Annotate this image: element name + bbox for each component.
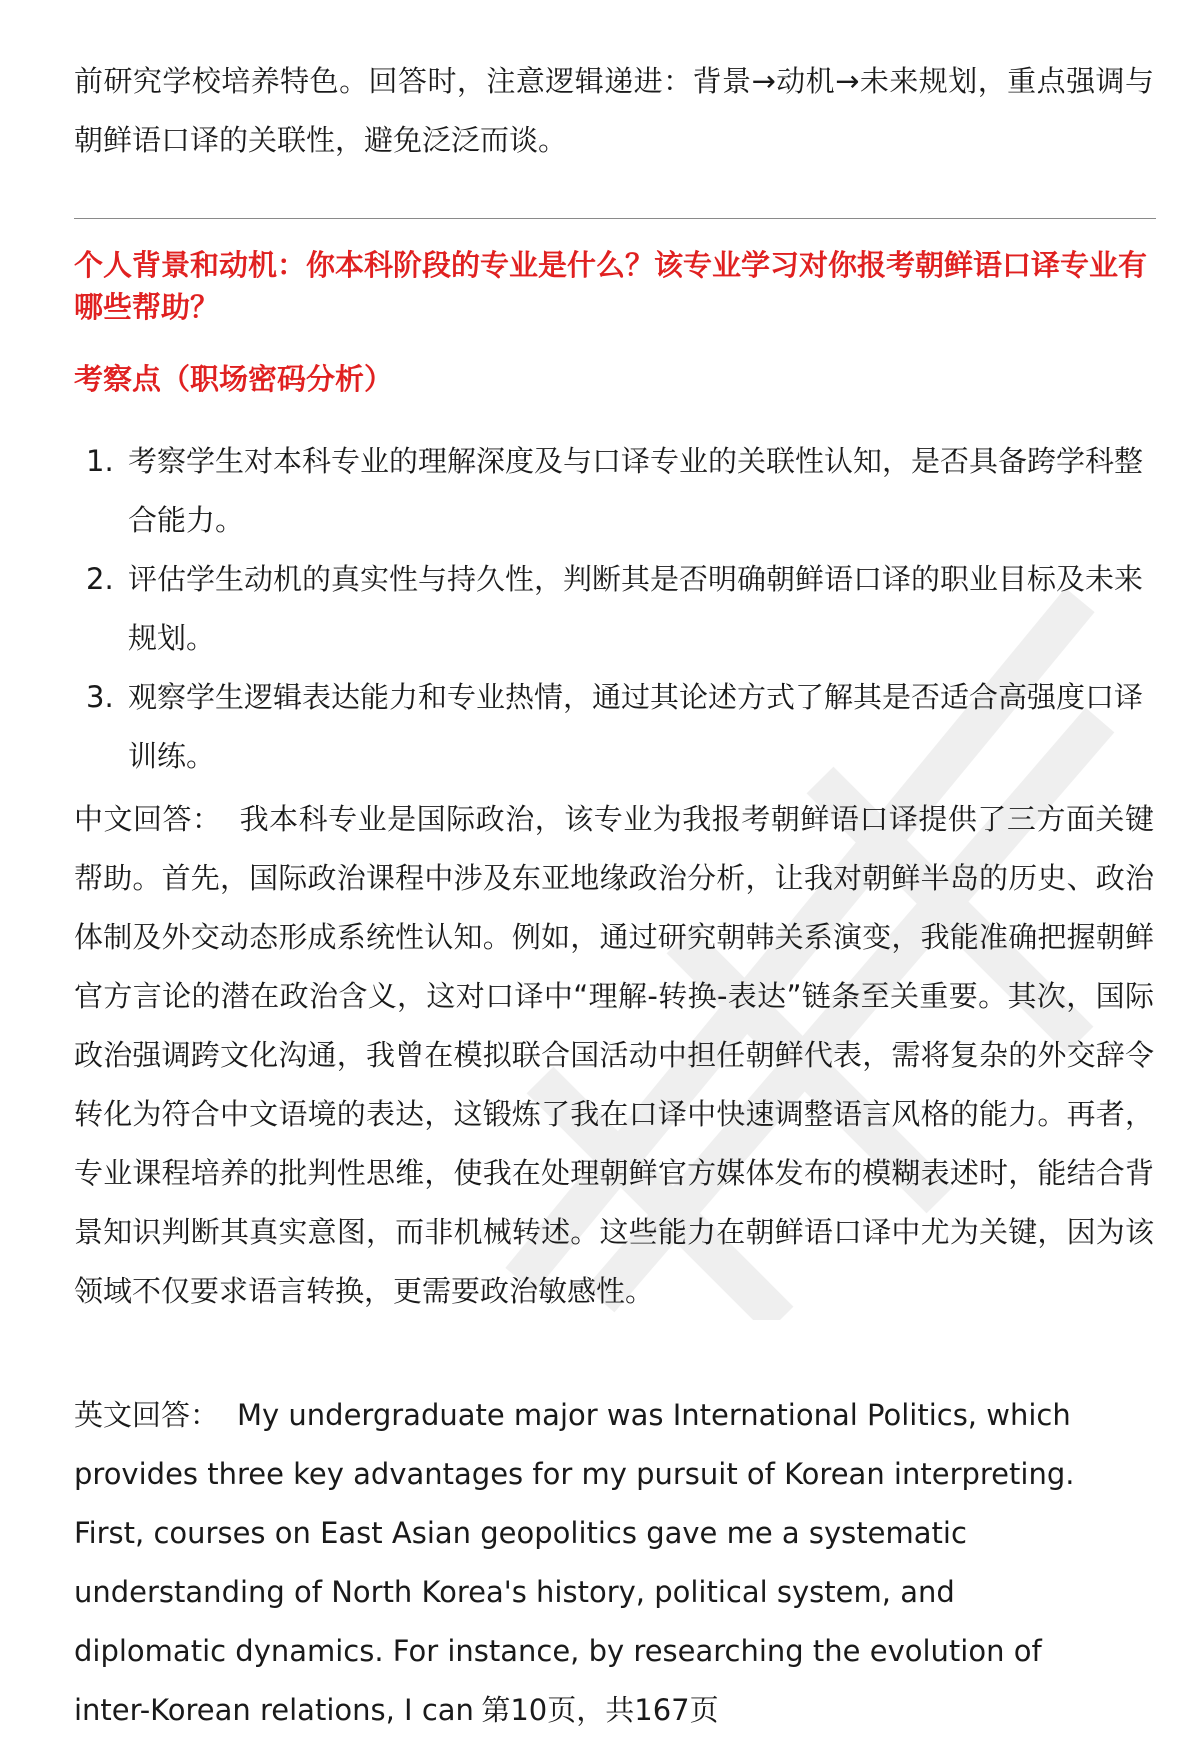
english-answer-label: 英文回答：	[74, 1398, 220, 1432]
assessment-point	[74, 668, 1154, 786]
point-number: 1.	[86, 444, 114, 478]
english-answer-text: My undergraduate major was International Politics, which provides three key advantages for my pursuit of Korean interpreting. First, courses on East Asian geopolitics gave me a systematic understanding of North Korea's history, political system, and diplomatic dynamics. For instance, by researching the evolution of inter-Korean relations, I can	[74, 1398, 1075, 1727]
point-text: 考察学生对本科专业的理解深度及与口译专业的关联性认知，是否具备跨学科整合能力。	[128, 444, 1144, 537]
chinese-answer-paragraph	[74, 790, 1154, 1321]
assessment-heading: 考察点（职场密码分析）	[74, 362, 394, 396]
point-text: 观察学生逻辑表达能力和专业热情，通过其论述方式了解其是否适合高强度口译训练。	[128, 680, 1144, 773]
chinese-answer-text: 我本科专业是国际政治，该专业为我报考朝鲜语口译提供了三方面关键帮助。首先，国际政治课程中涉及东亚地缘政治分析，让我对朝鲜半岛的历史、政治体制及外交动态形成系统性认知。例如，通过研究朝韩关系演变，我能准确把握朝鲜官方言论的潜在政治含义，这对口译中“理解-转换-表达”链条至关重要。其次，国际政治强调跨文化沟通，我曾在模拟联合国活动中担任朝鲜代表，需将复杂的外交辞令转化为符合中文语境的表达，这锻炼了我在口译中快速调整语言风格的能力。再者，专业课程培养的批判性思维，使我在处理朝鲜官方媒体发布的模糊表述时，能结合背景知识判断其真实意图，而非机械转述。这些能力在朝鲜语口译中尤为关键，因为该领域不仅要求语言转换，更需要政治敏感性。	[74, 802, 1154, 1308]
assessment-points-list	[74, 432, 1154, 786]
assessment-point	[74, 432, 1154, 550]
section-divider	[74, 218, 1156, 219]
question-heading: 个人背景和动机：你本科阶段的专业是什么？该专业学习对你报考朝鲜语口译专业有哪些帮助？	[74, 248, 1148, 324]
english-answer-paragraph	[74, 1386, 1114, 1740]
point-text: 评估学生动机的真实性与持久性，判断其是否明确朝鲜语口译的职业目标及未来规划。	[128, 562, 1144, 655]
point-number: 3.	[86, 680, 114, 714]
intro-paragraph: 前研究学校培养特色。回答时，注意逻辑递进：背景→动机→未来规划，重点强调与朝鲜语口译的关联性，避免泛泛而谈。	[74, 64, 1154, 157]
page-footer: 第10页，共167页	[481, 1693, 719, 1727]
chinese-answer-label: 中文回答：	[74, 802, 222, 836]
assessment-point	[74, 550, 1154, 668]
point-number: 2.	[86, 562, 114, 596]
